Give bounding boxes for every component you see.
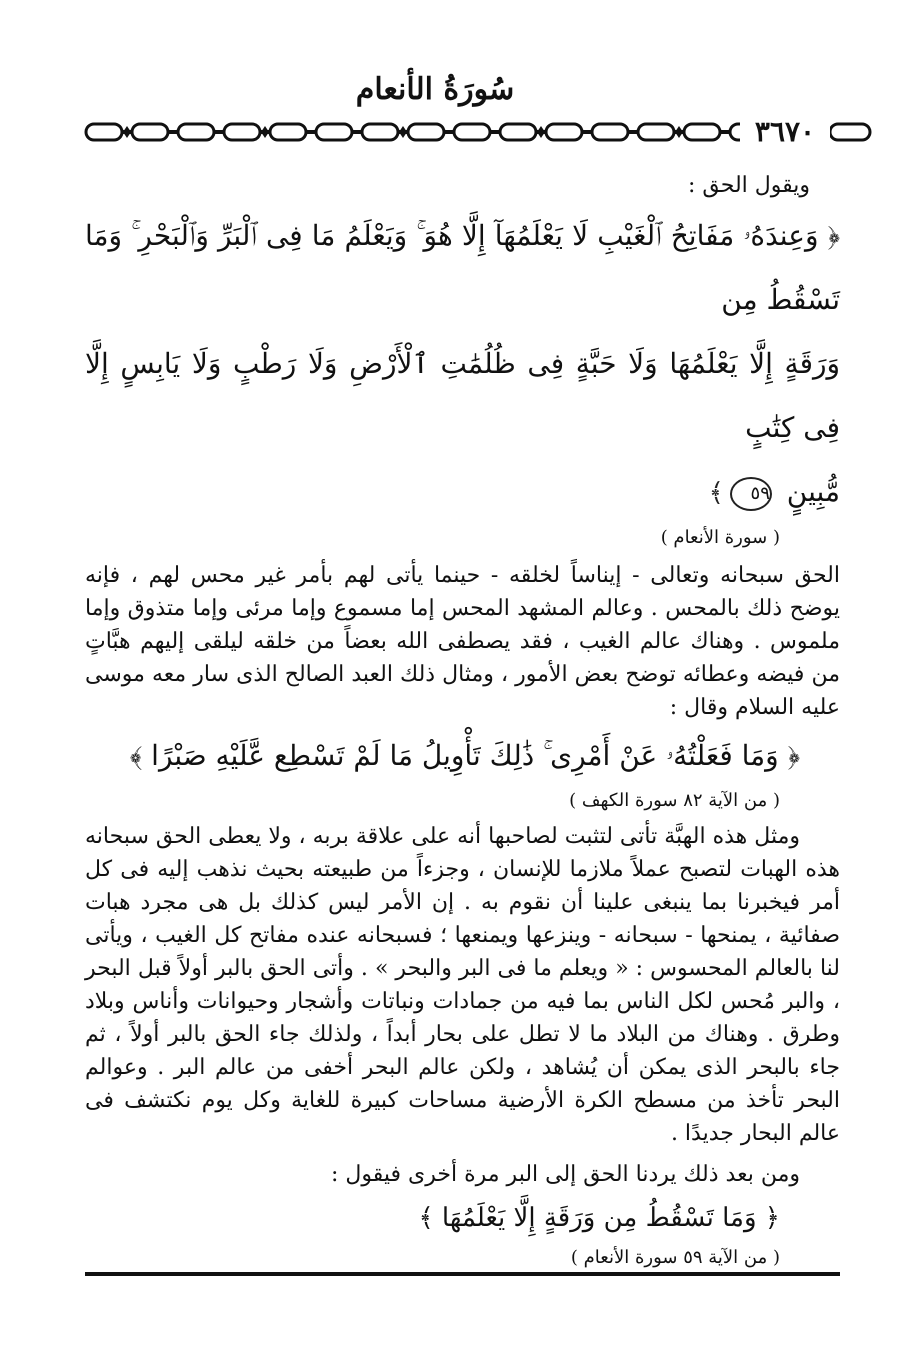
- citation: ( سورة الأنعام ): [660, 527, 780, 548]
- paragraph: ومن بعد ذلك يردنا الحق إلى البر مرة أخرى فيقول :: [331, 1162, 800, 1187]
- verse-line-final: [85, 460, 840, 525]
- paragraph: الحق سبحانه وتعالى - إيناساً لخلقه - حينما يأتى لهم بأمر غير محس لهم ، فإنه يوضح ذلك بالمحس . وعالم المشهد المحس إما مسموع وإما مرئى وإما متذوق وإما ملموس . وهناك عالم الغيب ، فقد يصطفى الله بعضاً من خلقه ليلقى إليهم هبَّاتٍ من فيضه وعطائه توضح بعض الأمور ، ومثال ذلك العبد الصالح الذى سار معه موسى عليه السلام وقال :: [85, 563, 840, 720]
- verse-end-mark: ﴾: [708, 478, 724, 508]
- page-number: ٣٦٧٠: [740, 117, 830, 147]
- verse-line: وَرَقَةٍ إِلَّا يَعْلَمُهَا وَلَا حَبَّةٍ فِى ظُلُمَٰتِ ٱلْأَرْضِ وَلَا رَطْبٍ وَلَا يَابِسٍ إِلَّا فِى كِتَٰبٍ: [85, 347, 840, 444]
- paragraph: ومثل هذه الهبَّة تأتى لتثبت لصاحبها أنه على علاقة بربه ، ولا يعطى الحق سبحانه هذه الهبات لتصبح عملاً ملازما للإنسان ، وجزءاً من طبيعته بحيث نذهب إليه فى كل أمر فيخبرنا بما ينبغى علينا أن نقوم به . إن الأمر ليس كذلك بل هى مجرد هبات صفائية ، يمنحها - سبحانه - وينزعها ويمنعها ؛ فسبحانه عنده مفاتح كل الغيب ، ويأتى لنا بالعالم المحسوس : « ويعلم ما فى البر والبحر » . وأتى الحق بالبر أولاً قبل البحر ، والبر مُحس لكل الناس بما فيه من جمادات ونباتات وأشجار وحيوانات وأناس وبلاد وطرق . وهناك من البلاد ما لا تطل على بحار أبداً ، ولذلك جاء الحق بالبر أولاً ، ثم جاء بالبحر الذى يمكن أن يُشاهد ، ولكن عالم البحر أخفى من عالم البر . وعوالم البحر تأخذ من مسطح الكرة الأرضية مساحات كبيرة للغاية وكل يوم نكتشف فى عالم البحار جديدًا .: [85, 824, 840, 1146]
- verse-kahf-82: ﴿ وَمَا فَعَلْتُهُۥ عَنْ أَمْرِى ۚ ذَٰلِكَ تَأْوِيلُ مَا لَمْ تَسْطِع عَّلَيْهِ صَبْرًا ﴾: [129, 739, 800, 772]
- surah-title: سُورَةُ الأنعام: [355, 72, 515, 107]
- verse-line: ﴿ وَعِندَهُۥ مَفَاتِحُ ٱلْغَيْبِ لَا يَعْلَمُهَآ إِلَّا هُوَ ۚ وَيَعْلَمُ مَا فِى ٱلْبَرِّ وَٱلْبَحْرِ ۚ وَمَا تَسْقُطُ مِن: [85, 219, 840, 316]
- intro-line: ويقول الحق :: [688, 173, 810, 198]
- verse-anam-59-excerpt: ﴿ وَمَا تَسْقُطُ مِن وَرَقَةٍ إِلَّا يَعْلَمُهَا ﴾: [418, 1203, 780, 1233]
- citation: ( من الآية ٥٩ سورة الأنعام ): [570, 1247, 780, 1268]
- bottom-rule: [85, 1272, 840, 1276]
- page-body: [85, 168, 840, 1271]
- verse-number: ٥٩: [730, 477, 772, 511]
- verse-text: مُّبِينٍ: [786, 475, 840, 508]
- citation: ( من الآية ٨٢ سورة الكهف ): [569, 790, 780, 811]
- verse-block-anam-59: [85, 204, 840, 525]
